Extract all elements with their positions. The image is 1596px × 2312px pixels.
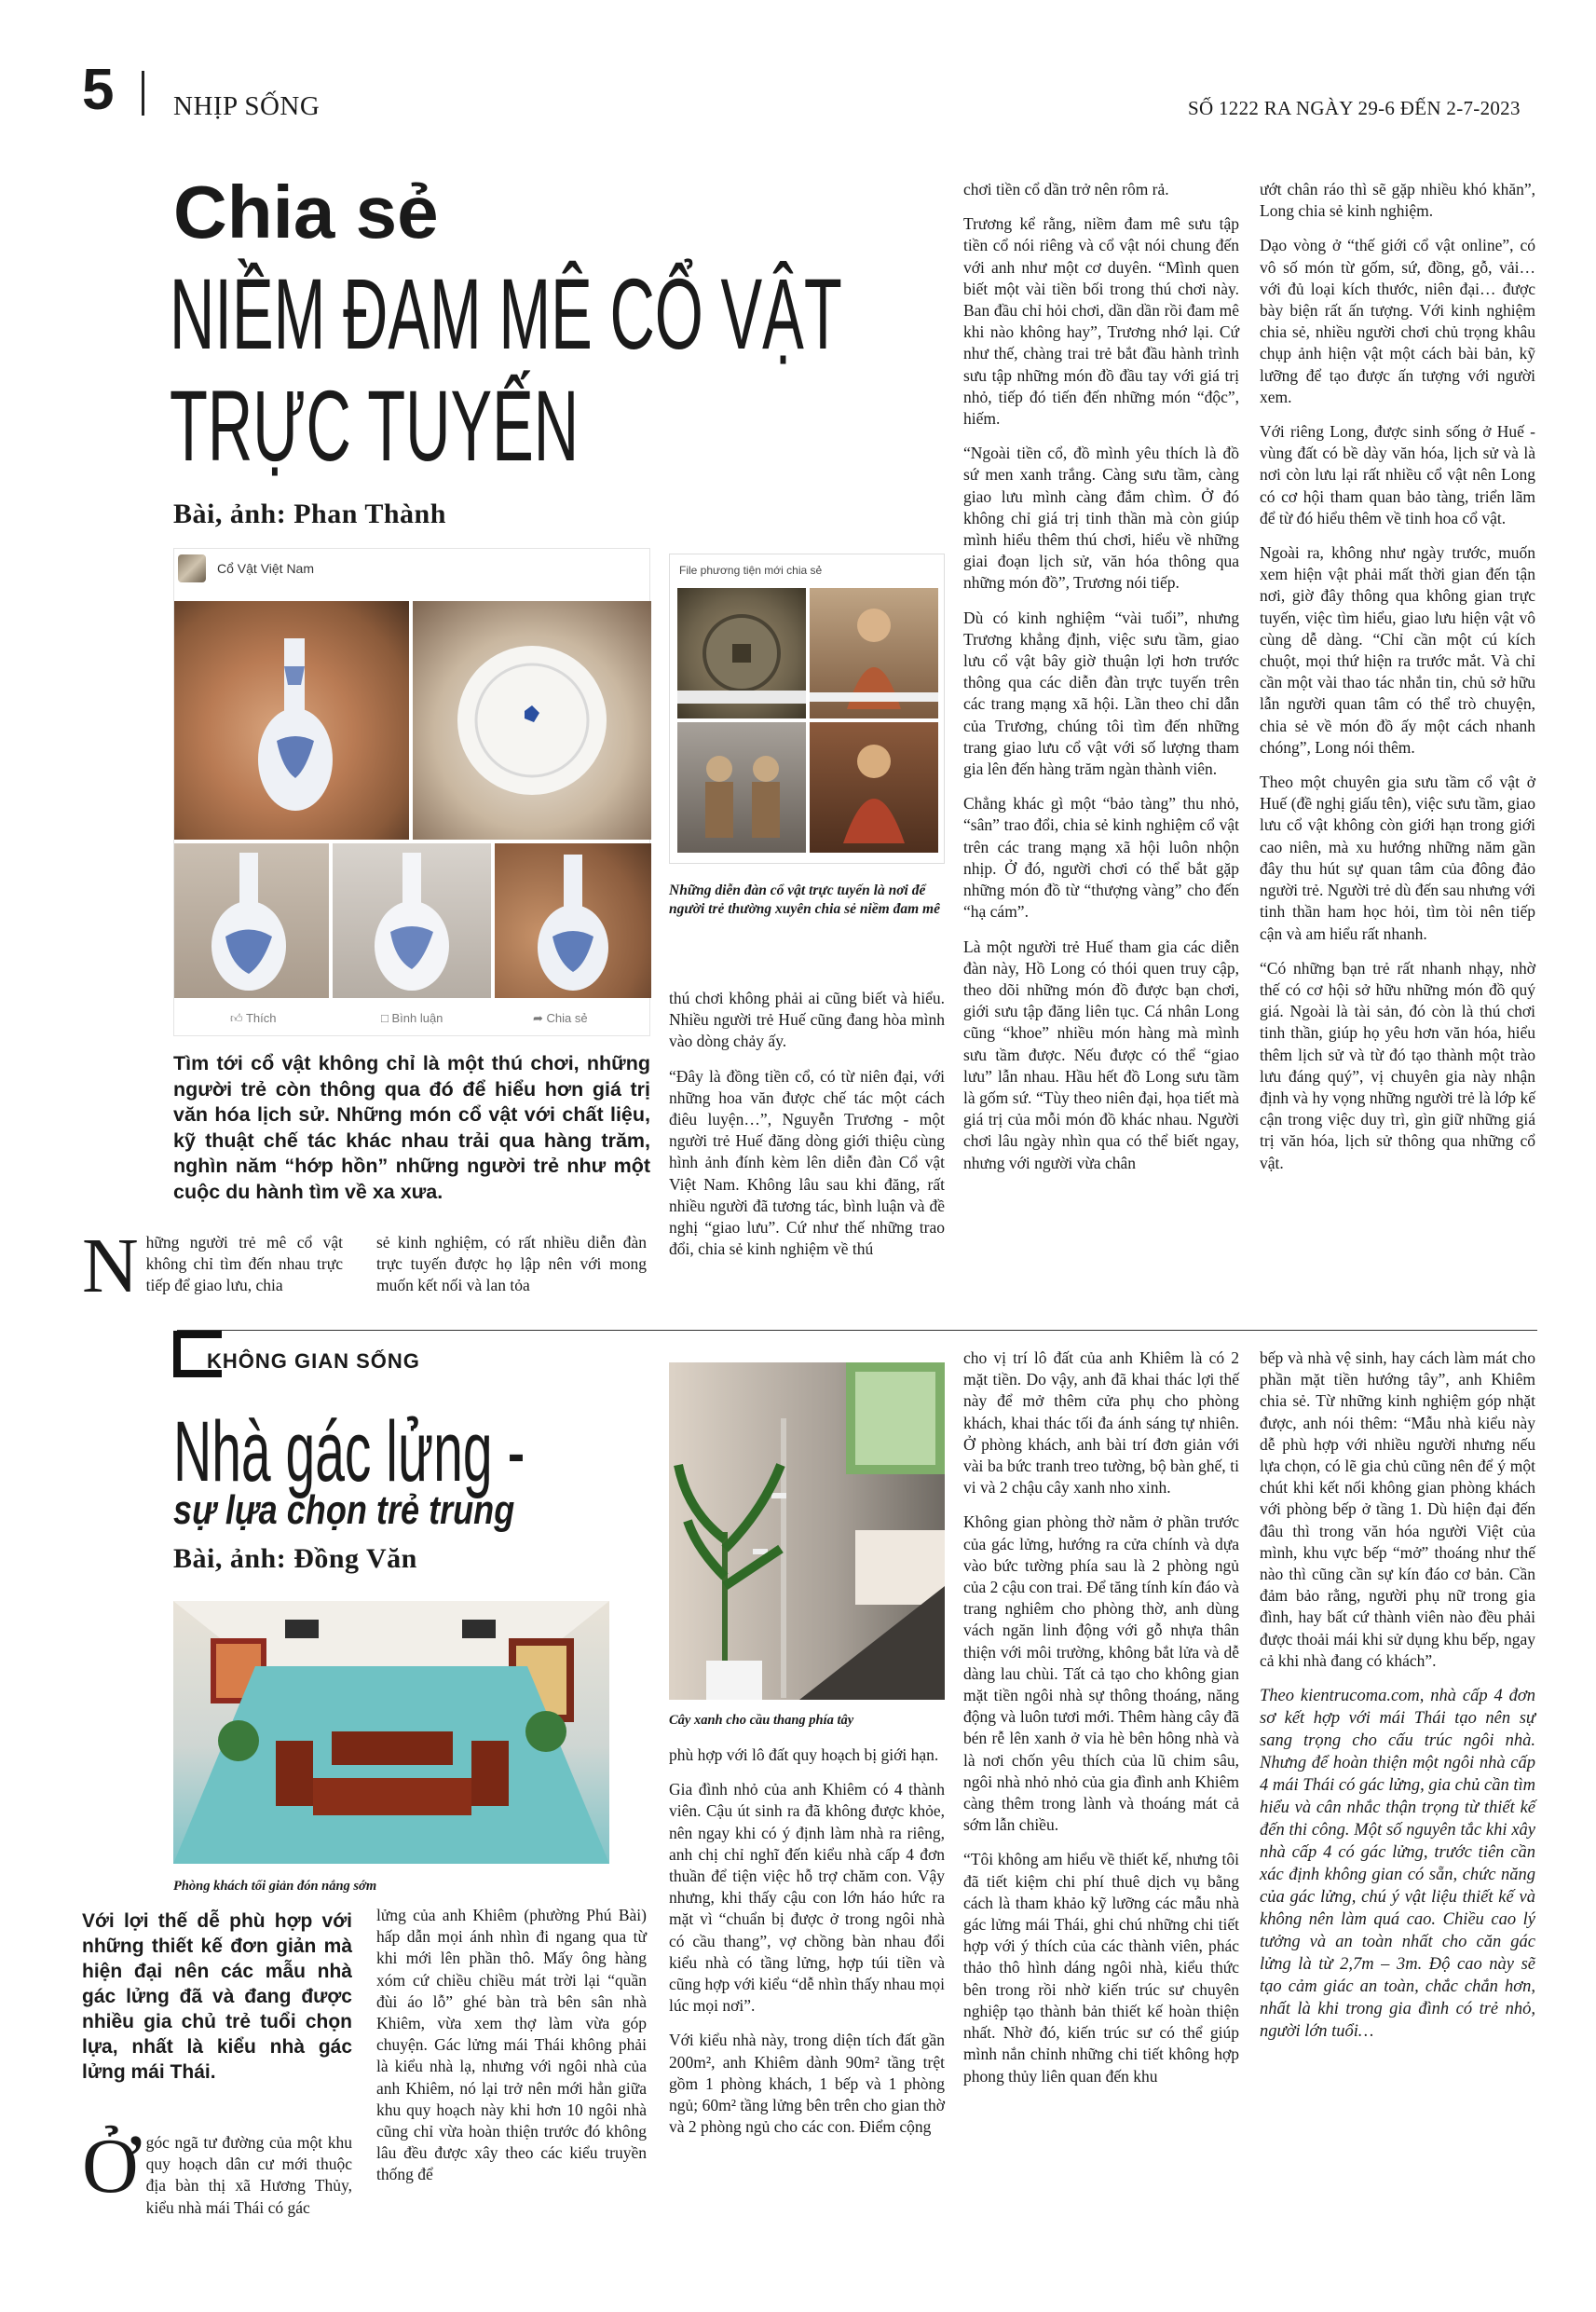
vase-photo-2 <box>333 843 491 998</box>
article1-body-col2 <box>376 1232 647 1297</box>
statue-photo-1 <box>810 588 938 718</box>
article2-para: cho vị trí lô đất của anh Khiêm là có 2 mặt tiền. Do vậy, anh đã khai thác lợi thế này để mở thêm cửa phụ cho phòng khách, khai thác tối đa ánh sáng tự nhiên. Ở phòng khách, anh bài trí đơn giản với vài ba bức tranh treo tường, bộ bàn ghế, ti vi và 2 chậu cây xanh nho xinh. <box>963 1348 1239 1498</box>
article2-col-right <box>1260 1348 1535 2056</box>
article2-headline: Nhà gác lửng - <box>173 1404 525 1499</box>
staircase-caption: Cây xanh cho cầu thang phía tây <box>669 1713 854 1728</box>
article1-para: Dù có kinh nghiệm “vài tuổi”, nhưng Trương khẳng định, việc sưu tầm, giao lưu cổ vật bây giờ thuận lợi hơn trước thông qua các diễn đàn trực tuyến trên các trang mạng xã hội. Lần theo chỉ dẫn của Trương, chúng tôi tìm đến những trang giao lưu cổ vật với số lượng tham gia lên đến hàng trăm ngàn thành viên. <box>963 608 1239 779</box>
section-title: NHỊP SỐNG <box>173 91 321 121</box>
living-room-photo <box>173 1601 609 1864</box>
article1-para: Là một người trẻ Huế tham gia các diễn đàn này, Hồ Long có thói quen truy cập, theo dõi những món đồ được bạn chơi, giới sưu tập đăng liên tục. Cá nhân Long cũng “khoe” nhiều món hàng mà mình sưu tầm được. Nếu được có thể “giao lưu” lẫn nhau. Hầu hết đồ Long sưu tầm là gốm sứ. “Tùy theo niên đại, họa tiết mà giá trị của mỗi món đồ khác nhau. Người chơi lâu ngày nhìn qua có thể biết ngay, nhưng với người vừa chân <box>963 937 1239 1172</box>
article1-para: thú chơi không phải ai cũng biết và hiểu. Nhiều người trẻ Huế cũng đang hòa mình vào dòng chảy ấy. <box>669 989 945 1051</box>
share-icon: ➦ <box>533 1011 543 1025</box>
statue-photo-2 <box>677 722 806 853</box>
article2-para: bếp và nhà vệ sinh, hay cách làm mát cho phần mặt tiền hướng tây”, anh Khiêm chia sẻ. Từ những kinh nghiệm góp nhặt được, anh nói thêm: “Mẫu nhà kiểu này dễ phù hợp với nhiều người nhưng nếu lựa chọn, có lẽ gia chủ cũng nên để ý một chút khi kết nối không gian phòng khách với phòng bếp ở tầng 1. Dù hiện đại đến đâu thì trong văn hóa người Việt của mình, khu vực bếp “mở” thoáng như thế nào thì cũng cần sự kín đáo cơ bản. Cần đảm bảo rằng, người phụ nữ trong gia đình, hay bất cứ thành viên nào đều phải được thoải mái khi sử dụng khu bếp, ngay cả khi nhà đang có khách”. <box>1260 1348 1535 1670</box>
article1-col-mid <box>963 179 1239 1187</box>
staircase-plant-photo <box>669 1362 945 1700</box>
media-panel <box>669 554 945 864</box>
page-avatar <box>178 554 206 582</box>
coin-photo <box>677 588 806 718</box>
vase-base-photo <box>413 601 651 840</box>
article2-para: phù hợp với lô đất quy hoạch bị giới hạn. <box>669 1745 939 1764</box>
page-number: 5 <box>82 58 115 122</box>
share-action[interactable] <box>533 1011 588 1026</box>
comment-icon: □ <box>381 1011 389 1025</box>
issue-info: SỐ 1222 RA NGÀY 29-6 ĐẾN 2-7-2023 <box>1188 97 1521 119</box>
article1-para: Chẳng khác gì một “bảo tàng” thu nhỏ, “sân” trao đổi, chia sẻ kinh nghiệm cổ vật trên các trang mạng xã hội luôn nhộn nhịp. Ở đó, người chơi có thể bắt gặp những món đồ từ “thượng vàng” cho đến “hạ cám”. <box>963 794 1239 922</box>
article1-para: Theo một chuyên gia sưu tầm cổ vật ở Huế (đề nghị giấu tên), việc sưu tầm, giao lưu cổ vật không còn giới hạn trong giới cao niên, mà xu hướng những năm gần đây thu hút sự quan tâm của đông đảo người trẻ. Người trẻ dù đến sau nhưng với tinh thần ham học hỏi, tìm tòi nên tiếp cận và am hiểu rất nhanh. <box>1260 773 1535 943</box>
article2-byline: Bài, ảnh: Đồng Văn <box>173 1543 417 1574</box>
article2-para: Không gian phòng thờ nằm ở phần trước của gác lửng, hướng ra cửa chính và dựa vào bức tường phía sau là 2 phòng ngủ của 2 cậu con trai. Để tăng tính kín đáo và trang nghiêm cho phòng thờ, anh dùng vách ngăn linh động với gỗ nhựa thân thiện với môi trường, không bắt lửa và dễ dàng lau chùi. Tất cả tạo cho không gian mặt tiền ngôi nhà sự thông thoáng, năng động và luôn tươi mới. Thêm hàng cây đã bén rễ lên xanh ở vỉa hè bên hông nhà và là nơi chốn yêu thích của lũ chim sâu, ngôi nhà nhỏ nhỏ của gia đình anh Khiêm càng thêm trong lành và thoáng mát cả sớm lẫn chiều. <box>963 1512 1239 1835</box>
page-name: Cổ Vật Việt Nam <box>217 561 315 576</box>
article2-dropcap: Ở <box>82 2123 139 2209</box>
article2-col-mid <box>963 1348 1239 2100</box>
article2-body-col2 <box>376 1905 647 2186</box>
article1-body-col1 <box>82 1223 343 1309</box>
article1-dropcap: N <box>82 1223 139 1309</box>
like-action[interactable] <box>230 1011 277 1026</box>
facebook-post-card <box>173 548 650 1036</box>
article2-subheadline: sự lựa chọn trẻ trung <box>173 1487 515 1533</box>
header-divider <box>142 71 144 116</box>
comment-action[interactable] <box>381 1011 443 1025</box>
vase-hand-photo <box>174 601 409 840</box>
article1-para: Trương kể rằng, niềm đam mê sưu tập tiền cổ nói riêng và cổ vật nói chung đến với anh như một cơ duyên. “Mình quen biết một vài tiền bối trong thú chơi này. Ban đầu chỉ hỏi chơi, dần dần rồi đam mê khi nào không hay”, Trương nhớ lại. Cứ như thế, chàng trai trẻ bắt đầu hành trình sưu tập những món đồ đầu tay với giá trị nhỏ, tiếp đó tiến đến những món “độc”, hiếm. <box>963 214 1239 429</box>
article2-body-col1 <box>82 2123 352 2219</box>
article1-headline-line1: NIỀM ĐAM MÊ CỔ VẬT <box>170 257 842 370</box>
article2-para-italic: Theo kientrucoma.com, nhà cấp 4 đơn sơ kết hợp với mái Thái tạo nên sự sang trọng cho cấu trúc ngôi nhà. Nhưng để hoàn thiện một ngôi nhà cấp 4 mái Thái có gác lửng, gia chủ cần tìm hiểu và cân nhắc thận trọng từ thiết kế đến thi công. Một số nguyên tắc khi xây nhà cấp 4 có gác lửng, trước tiên cần xác định không gian có sẵn, chức năng của gác lửng, chú ý vật liệu thiết kế và không nên làm quá cao. Chiều cao lý tưởng và an toàn nhất cho căn gác lửng là từ 2,7m – 3m. Độ cao này sẽ tạo cảm giác an toàn, chắc chắn hơn, nhất là khi trong gia đình có trẻ nhỏ, người lớn tuổi… <box>1260 1687 1535 2042</box>
living-room-caption: Phòng khách tối giản đón nắng sớm <box>173 1879 377 1894</box>
article1-kicker: Chia sẻ <box>173 171 439 253</box>
article1-byline: Bài, ảnh: Phan Thành <box>173 499 446 529</box>
article1-body-start: hững người trẻ mê cổ vật không chỉ tìm đến nhau trực tiếp để giao lưu, chia <box>145 1233 343 1295</box>
article1-para: chơi tiền cổ dần trở nên rôm rả. <box>963 180 1169 198</box>
article2-body-col3 <box>669 1744 945 2151</box>
article1-body-cont: sẻ kinh nghiệm, có rất nhiều diễn đàn trực tuyến được họ lập nên với mong muốn kết nối và lan tỏa <box>376 1233 647 1295</box>
vase-photo-1 <box>174 843 329 998</box>
article1-para: “Đây là đồng tiền cổ, có từ niên đại, với những hoa văn được chế tác một cách điêu luyện…”, Nguyễn Trương - một người trẻ Huế đăng dòng giới thiệu cùng hình ảnh đính kèm lên diễn đàn Cổ vật Việt Nam. Không lâu sau khi đăng, rất nhiều người đã tương tác, bình luận và đề nghị “giao lưu”. Cứ như thế những trao đổi, chia sẻ kinh nghiệm về thú <box>669 1066 945 1259</box>
section-label: KHÔNG GIAN SỐNG <box>207 1349 420 1373</box>
article1-body-col3 <box>669 988 945 1273</box>
article2-para: Với kiểu nhà này, trong diện tích đất gần 200m², anh Khiêm dành 90m² tầng trệt gồm 1 phòng khách, 1 bếp và 1 phòng ngủ; 60m² tầng lửng bên trên cho gian thờ và 2 phòng ngủ cho các con. Điểm cộng <box>669 2031 945 2137</box>
article1-para: Ngoài ra, không như ngày trước, muốn xem hiện vật phải mất thời gian đến tận nơi, giờ đây thông qua không gian trực tuyến, việc tìm hiểu, giao lưu hiện vật vô cùng dễ dàng. “Chỉ cần một cú kích chuột, mọi thứ hiện ra trước mắt. Và chỉ cần một vài thao tác nhắn tin, chủ sở hữu lẫn người quan tâm có thể trò chuyện, chia sẻ về món đồ ấy một cách nhanh chóng”, Long nói thêm. <box>1260 543 1535 757</box>
article1-para: Dạo vòng ở “thế giới cổ vật online”, có vô số món từ gốm, sứ, đồng, gỗ, vải… với đủ loại kích thước, niên đại… được bày biện rất ấn tượng. Với kinh nghiệm chia sẻ, nhiều người chơi chủ trọng khâu chụp ảnh hiện vật một cách bài bản, kỹ lưỡng để tạo được ấn tượng với người xem. <box>1260 236 1535 406</box>
article2-body-cont: lửng của anh Khiêm (phường Phú Bài) hấp dẫn mọi ánh nhìn đi ngang qua từ khi mới lên phần thô. Mấy ông hàng xóm cứ chiều chiều mát trời lại “quần đùi áo lỗ” ghé bàn trà bên sân nhà Khiêm, vừa xem thợ làm vừa góp chuyện. Gác lửng mái Thái không phải là kiểu nhà lạ, nhưng với ngôi nhà của anh Khiêm, nó lại trở nên mới hẳn giữa khu quy hoạch này khi hơn 10 ngôi nhà cũng chỉ vừa hoàn thiện trước đó không lâu đều được xây theo các kiểu truyền thống để <box>376 1906 647 2184</box>
article1-headline-line2: TRỰC TUYẾN <box>170 369 580 482</box>
article1-lead: Tìm tới cổ vật không chỉ là một thú chơi, những người trẻ còn thông qua đó để hiểu hơn giá trị văn hóa lịch sử. Những món cổ vật với chất liệu, kỹ thuật chế tác khác nhau trải qua hàng trăm, nghìn năm “hớp hồn” những người trẻ như một cuộc du hành tìm về xa xưa. <box>173 1052 650 1203</box>
article1-para: “Có những bạn trẻ rất nhanh nhạy, nhờ thế có cơ hội sở hữu những món đồ quý giá. Ngoài là tài sản, đó còn là thú chơi tinh thần, giúp họ yêu hơn văn hóa, hiểu thêm lịch sử và từ đó tạo thành một trào lưu đáng quý”, vị chuyên gia này nhận định và hy vọng những người trẻ là lớp kế cận trong việc duy trì, gìn giữ những giá trị văn hóa, lịch sử thông qua những cổ vật. <box>1260 958 1535 1172</box>
article1-para: “Ngoài tiền cổ, đồ mình yêu thích là đồ sứ men xanh trắng. Càng sưu tầm, càng giao lưu mình càng đắm chìm. Ở đó không chỉ giá trị tinh thần mà còn giúp mình hiểu thêm thú chơi, hiểu về những giai đoạn lịch sử, văn hóa thông qua những món đồ”, Trương nói tiếp. <box>963 444 1239 593</box>
article2-body-start: góc ngã tư đường của một khu quy hoạch dân cư mới thuộc địa bàn thị xã Hương Thủy, kiểu nhà mái Thái có gác <box>145 2133 352 2217</box>
thumbs-up-icon: 👍︎ <box>230 1011 243 1025</box>
article1-para: ướt chân ráo thì sẽ gặp nhiều khó khăn”, Long chia sẻ kinh nghiệm. <box>1260 180 1535 221</box>
comment-label: Bình luận <box>391 1011 443 1025</box>
article2-para: “Tôi không am hiểu về thiết kế, nhưng tôi đã tiết kiệm chi phí thuê dịch vụ bằng cách là tham khảo kỹ lưỡng các mẫu nhà gác lửng mái Thái, ghi chú những chi tiết hợp với ý thích của các thành viên, phác thảo thô hình dáng ngôi nhà, kiểu thức bên trong rồi nhờ kiến trúc sư chuyên nghiệp tạo thành bản thiết kế hoàn thiện nhất. Nhờ đó, kiến trúc sư có thể giúp mình nắn chỉnh những chi tiết không hợp phong thủy liên quan đến khu <box>963 1850 1239 2086</box>
article1-para: Với riêng Long, được sinh sống ở Huế - vùng đất có bề dày văn hóa, lịch sử và là nơi còn lưu lại rất nhiều cổ vật nên Long có cơ hội tham quan bảo tàng, triển lãm để từ đó hiểu thêm về tinh hoa cổ vật. <box>1260 422 1535 527</box>
article2-para: Gia đình nhỏ của anh Khiêm có 4 thành viên. Cậu út sinh ra đã không được khỏe, nên ngay khi có ý định làm nhà ra riêng, anh chị chỉ nghĩ đến kiểu nhà cấp 4 đơn thuần để tiện việc hỗ trợ chăm con. Vậy nhưng, khi thấy cậu con lớn háo hức ra mặt vì “chuẩn bị được ở trong ngôi nhà có cầu thang”, vợ chồng bàn nhau đổi kiểu nhà có tầng lửng, hợp túi tiền và cũng hợp với kiểu “dễ nhìn thấy nhau mọi lúc mọi nơi”. <box>669 1780 945 2016</box>
share-label: Chia sẻ <box>546 1011 588 1025</box>
media-panel-title: File phương tiện mới chia sẻ <box>679 564 823 577</box>
statue-photo-3 <box>810 722 938 853</box>
section-divider <box>177 1330 1537 1331</box>
like-label: Thích <box>245 1011 277 1025</box>
article2-lead: Với lợi thế dễ phù hợp với những thiết kế đơn giản mà hiện đại nên các mẫu nhà gác lửng đã và đang được nhiều gia chủ trẻ tuổi chọn lựa, nhất là kiểu nhà gác lửng mái Thái. <box>82 1910 352 2083</box>
vase-photo-3 <box>495 843 651 998</box>
article1-photo-caption: Những diễn đàn cổ vật trực tuyến là nơi để người trẻ thường xuyên chia sẻ niềm đam mê <box>669 882 940 917</box>
article1-col-right <box>1260 179 1535 1187</box>
